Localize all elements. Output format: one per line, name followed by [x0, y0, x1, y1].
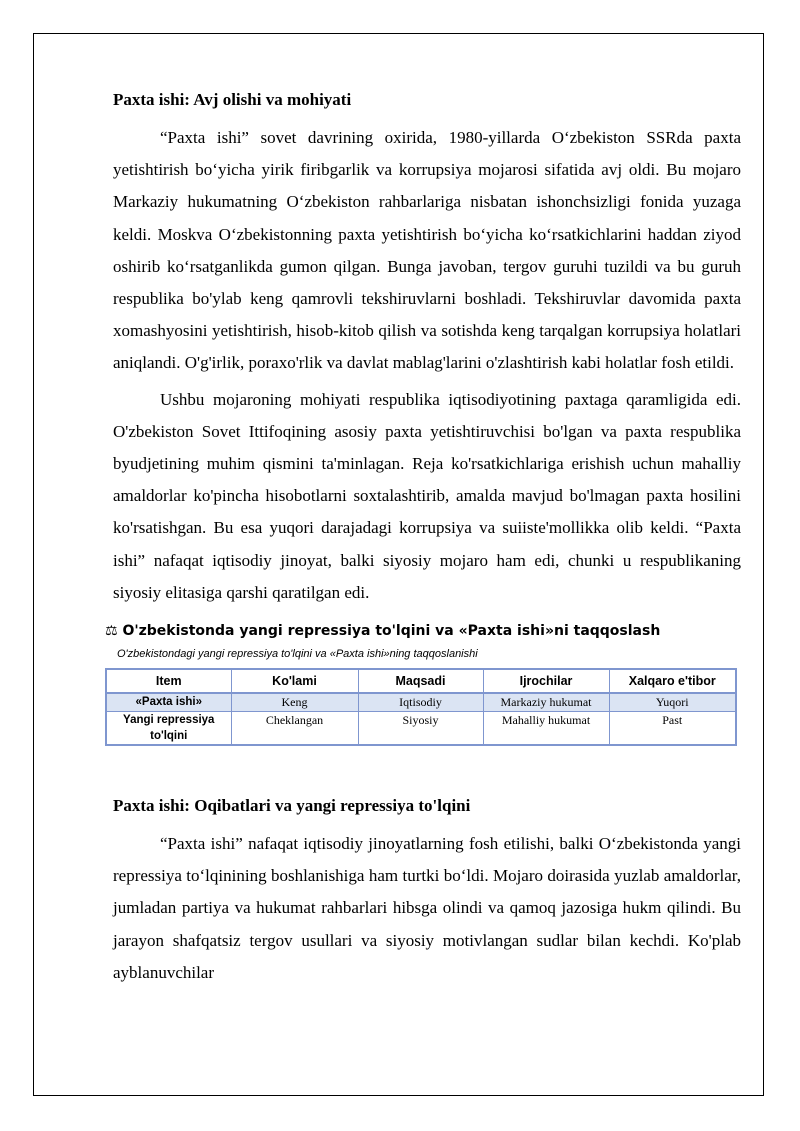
document-content [105, 86, 741, 993]
table-cell: Siyosiy [358, 712, 483, 746]
scales-icon: ⚖ [105, 623, 118, 640]
paragraph: “Paxta ishi” nafaqat iqtisodiy jinoyatlarning fosh etilishi, balki O‘zbekistonda yangi repressiya to‘lqinining boshlanishiga ham turtki bo‘ldi. Mojaro doirasida yuzlab amaldorlar, jumladan partiya va hukumat rahbarlari hibsga olindi va qamoq jazosiga hukm qilindi. Bu jarayon shafqatsiz tergov usullari va siyosiy motivlangan sudlar bilan kechdi. Ko'plab ayblanuvchilar [113, 834, 741, 982]
table-cell: Iqtisodiy [358, 693, 483, 712]
section-heading-1: Paxta ishi: Avj olishi va mohiyati [113, 90, 352, 109]
table-header-cell: Xalqaro e'tibor [609, 669, 736, 693]
paragraph: “Paxta ishi” sovet davrining oxirida, 1980-yillarda O‘zbekiston SSRda paxta yetishtirish bo‘yicha yirik firibgarlik va korrupsiya mojarosi sifatida avj oldi. Bu mojaro Markaziy hukumatning O‘zbekiston rahbarlariga nisbatan ishonchsizligi fonida yuzaga keldi. Moskva O‘zbekistonning paxta yetishtirish bo‘yicha ko‘rsatkichlarini haddan ziyod oshirib ko‘rsatganlikda gumon qilgan. Bunga javoban, tergov guruhi tuzildi va bu guruh respublika bo'ylab keng qamrovli tekshiruvlarni boshladi. Tekshiruvlar davomida paxta xomashyosini yetishtirish, hisob-kitob qilish va sotishda keng tarqalgan korrupsiya holatlari aniqlandi. O'g'irlik, poraxo'rlik va davlat mablag'larini o'zlashtirish kabi holatlar fosh etildi. [113, 128, 741, 373]
table-header-row [106, 669, 736, 693]
table-header-cell: Maqsadi [358, 669, 483, 693]
section-heading-2: Paxta ishi: Oqibatlari va yangi repressiya to'lqini [113, 796, 471, 816]
table-header-cell: Ijrochilar [483, 669, 609, 693]
table-cell: Yuqori [609, 693, 736, 712]
table-header-cell: Ko'lami [231, 669, 358, 693]
comparison-title [105, 621, 733, 641]
section-2 [113, 792, 741, 989]
table-cell: Mahalliy hukumat [483, 712, 609, 746]
comparison-table [105, 668, 737, 746]
table-row [106, 712, 736, 746]
table-row [106, 693, 736, 712]
table-cell: Markaziy hukumat [483, 693, 609, 712]
comparison-title-text: O'zbekistonda yangi repressiya to'lqini va «Paxta ishi»ni taqqoslash [122, 623, 661, 640]
table-header-cell: Item [106, 669, 231, 693]
paragraph: Ushbu mojaroning mohiyati respublika iqtisodiyotining paxtaga qaramligida edi. O'zbekiston Sovet Ittifoqining asosiy paxta yetishtiruvchisi bo'lgan va paxta respublika byudjetining muhim qismini ta'minlagan. Reja ko'rsatkichlariga erishish uchun mahalliy amaldorlar ko'pincha hisobotlarni soxtalashtirib, amalda mavjud bo'lmagan paxta hosilini ko'rsatishgan. Bu esa yuqori darajadagi korrupsiya va suiiste'mollikka olib keldi. “Paxta ishi” nafaqat iqtisodiy jinoyat, balki siyosiy mojaro ham edi, chunki u respublikaning siyosiy elitasiga qarshi qaratilgan edi. [113, 389, 741, 602]
comparison-subtitle: O'zbekistondagi yangi repressiya to'lqini va «Paxta ishi»ning taqqoslanishi [117, 648, 478, 661]
table-cell: Past [609, 712, 736, 746]
table-cell: Cheklangan [231, 712, 358, 746]
table-row-header: Yangi repressiya to'lqini [106, 712, 231, 746]
table-row-header: «Paxta ishi» [106, 693, 231, 712]
table-cell: Keng [231, 693, 358, 712]
